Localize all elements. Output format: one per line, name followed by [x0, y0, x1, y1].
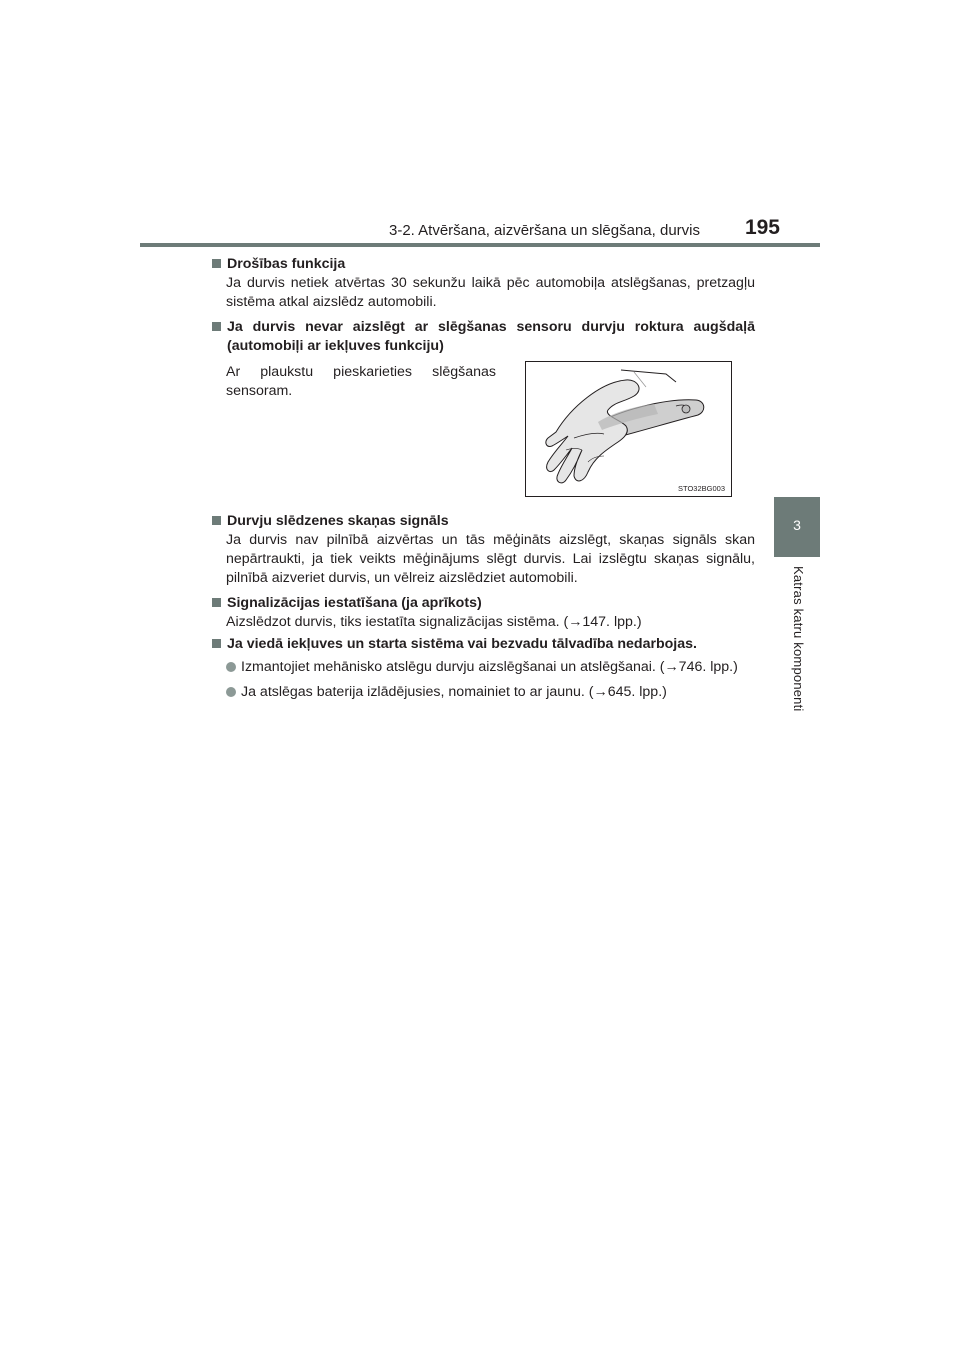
figure-code: STO32BG003	[678, 484, 725, 493]
square-bullet-icon	[212, 259, 221, 268]
list-item: Ja atslēgas baterija izlādējusies, nomainiet to ar jaunu. (→645. lpp.)	[226, 683, 755, 702]
square-bullet-icon	[212, 598, 221, 607]
section-heading: Drošības funkcija	[210, 255, 755, 274]
section-alarm-setting	[210, 594, 755, 632]
section-door-lock-buzzer	[210, 512, 755, 588]
section-paragraph: Aizslēdzot durvis, tiks iestatīta signalizācijas sistēma. (→147. lpp.)	[226, 614, 642, 630]
circle-bullet-icon	[226, 662, 236, 672]
hand-on-door-handle-illustration	[525, 361, 732, 497]
section-paragraph: Ar plaukstu pieskarieties slēgšanas sensoram.	[226, 364, 496, 399]
section-title: 3-2. Atvēršana, aizvēršana un slēgšana, durvis	[388, 222, 700, 239]
section-security-function	[210, 255, 755, 312]
section-heading: Ja viedā iekļuves un starta sistēma vai bezvadu tālvadība nedarbojas.	[210, 635, 755, 654]
section-heading: Signalizācijas iestatīšana (ja aprīkots)	[210, 594, 755, 613]
chapter-label: Katras katru komponenti	[791, 566, 806, 712]
section-paragraph: Ja durvis nav pilnībā aizvērtas un tās mēģināts aizslēgt, skaņas signāls skan nepārtraukti, ja tiek veikts mēģinājums slēgt durvis. Lai izslēgtu skaņas signālu, pilnībā aizveriet durvis, un vēlreiz aizslēdziet automobili.	[226, 532, 755, 586]
section-heading: Ja durvis nevar aizslēgt ar slēgšanas sensoru durvju roktura augšdaļā (automobiļi ar iekļuves funkciju)	[210, 318, 755, 356]
section-smart-entry-failure	[210, 635, 755, 702]
chapter-number: 3	[793, 517, 801, 533]
circle-bullet-icon	[226, 687, 236, 697]
list-item: Izmantojiet mehānisko atslēgu durvju aizslēgšanai un atslēgšanai. (→746. lpp.)	[226, 658, 755, 677]
hand-handle-drawing	[526, 362, 731, 496]
square-bullet-icon	[212, 639, 221, 648]
header-divider	[140, 243, 820, 247]
square-bullet-icon	[212, 516, 221, 525]
chapter-tab	[774, 497, 820, 557]
square-bullet-icon	[212, 322, 221, 331]
section-heading: Durvju slēdzenes skaņas signāls	[210, 512, 755, 531]
page-number: 195	[744, 216, 780, 239]
section-paragraph: Ja durvis netiek atvērtas 30 sekunžu laikā pēc automobiļa atslēgšanas, pretzagļu sistēma atkal aizslēdz automobili.	[226, 275, 755, 310]
